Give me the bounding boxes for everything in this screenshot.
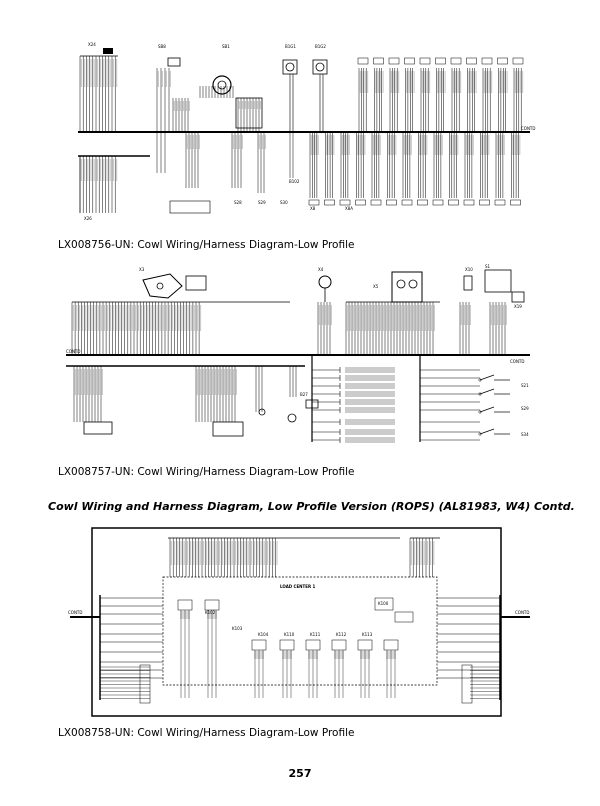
label-x19: X19 <box>514 304 522 309</box>
label-x4: X4 <box>318 267 324 272</box>
bus-label-left: CONTD <box>68 610 83 615</box>
wiring-diagram-3 <box>0 520 600 725</box>
label-s30: S30 <box>280 200 288 205</box>
label-x26: X26 <box>84 216 92 221</box>
connector-block <box>371 200 381 205</box>
connector-block <box>402 200 412 205</box>
bus-label-right: CONTD <box>510 359 525 364</box>
bus-label: CONTD <box>521 126 536 131</box>
label-b27: B27 <box>300 392 308 397</box>
label-s29b: S29 <box>521 406 529 411</box>
connector-block <box>306 640 320 650</box>
connector-block <box>480 200 490 205</box>
connector-block <box>356 200 366 205</box>
connector-block <box>358 640 372 650</box>
label-s29: S29 <box>258 200 266 205</box>
label-k113: K113 <box>362 632 373 637</box>
label-k104: K104 <box>258 632 269 637</box>
label-sb1: SB1 <box>222 44 230 49</box>
bus-label-right: CONTD <box>515 610 530 615</box>
load-center-label: LOAD CENTER 1 <box>280 584 316 589</box>
connector-block <box>449 200 459 205</box>
connector-block <box>325 200 335 205</box>
connector-block <box>467 58 477 64</box>
wire <box>480 407 494 412</box>
wire <box>480 375 494 380</box>
label-b1g2: B1G2 <box>315 44 326 49</box>
connector-block <box>498 58 508 64</box>
figure-3-caption: LX008758-UN: Cowl Wiring/Harness Diagram-Low Profile <box>58 727 355 739</box>
connector-block <box>451 58 461 64</box>
connector-block <box>236 98 262 128</box>
figure-1-caption: LX008756-UN: Cowl Wiring/Harness Diagram-Low Profile <box>58 239 355 251</box>
label-b102: B102 <box>289 179 300 184</box>
label-k111: K111 <box>310 632 321 637</box>
connector-block <box>395 612 413 622</box>
label-s21: S21 <box>521 383 529 388</box>
connector-block <box>374 58 384 64</box>
connector-block <box>340 200 350 205</box>
connector-block <box>405 58 415 64</box>
label-s1: S1 <box>485 264 491 269</box>
connector-block <box>140 665 150 703</box>
connector-block <box>389 58 399 64</box>
connector-block <box>387 200 397 205</box>
label-s34: S34 <box>521 432 529 437</box>
connector-block <box>252 640 266 650</box>
label-k110: K110 <box>284 632 295 637</box>
label-x24: X24 <box>88 42 96 47</box>
wiring-diagram-1 <box>0 38 600 238</box>
connector-block <box>433 200 443 205</box>
connector-block <box>464 200 474 205</box>
label-k103: K103 <box>232 626 243 631</box>
connector-block <box>205 600 219 610</box>
connector-block <box>420 58 430 64</box>
connector-block <box>280 640 294 650</box>
bus-label-left: CONTD <box>66 349 81 354</box>
label-x3: X3 <box>139 267 145 272</box>
label-x10: X10 <box>465 267 473 272</box>
label-x8: X8 <box>310 206 316 211</box>
connector-block <box>358 58 368 64</box>
page-number: 257 <box>288 767 312 780</box>
connector-block <box>384 640 398 650</box>
label-k100: K100 <box>378 601 389 606</box>
connector-block <box>332 640 346 650</box>
wiring-diagram-2 <box>0 262 600 462</box>
label-sb8: SB8 <box>158 44 166 49</box>
label-b1g1: B1G1 <box>285 44 296 49</box>
connector-block <box>418 200 428 205</box>
label-x8a: X8A <box>345 206 354 211</box>
connector-block <box>511 200 521 205</box>
wiring-diagram-2-drawing <box>0 262 600 462</box>
connector-block <box>495 200 505 205</box>
label-k112: K112 <box>336 632 347 637</box>
wiring-diagram-3-drawing <box>0 520 600 725</box>
connector-block <box>462 665 472 703</box>
label-s28: S28 <box>234 200 242 205</box>
wire <box>480 429 494 434</box>
wire <box>480 389 494 394</box>
label-x5: X5 <box>373 284 379 289</box>
section-heading: Cowl Wiring and Harness Diagram, Low Profile Version (ROPS) (AL81983, W4) Contd. <box>48 500 575 513</box>
connector-block <box>309 200 319 205</box>
connector-block <box>513 58 523 64</box>
connector-block <box>436 58 446 64</box>
connector-block <box>178 600 192 610</box>
connector-block <box>482 58 492 64</box>
figure-2-caption: LX008757-UN: Cowl Wiring/Harness Diagram-Low Profile <box>58 466 355 478</box>
wiring-diagram-1-drawing <box>0 38 600 238</box>
label-k102: K102 <box>205 610 216 615</box>
